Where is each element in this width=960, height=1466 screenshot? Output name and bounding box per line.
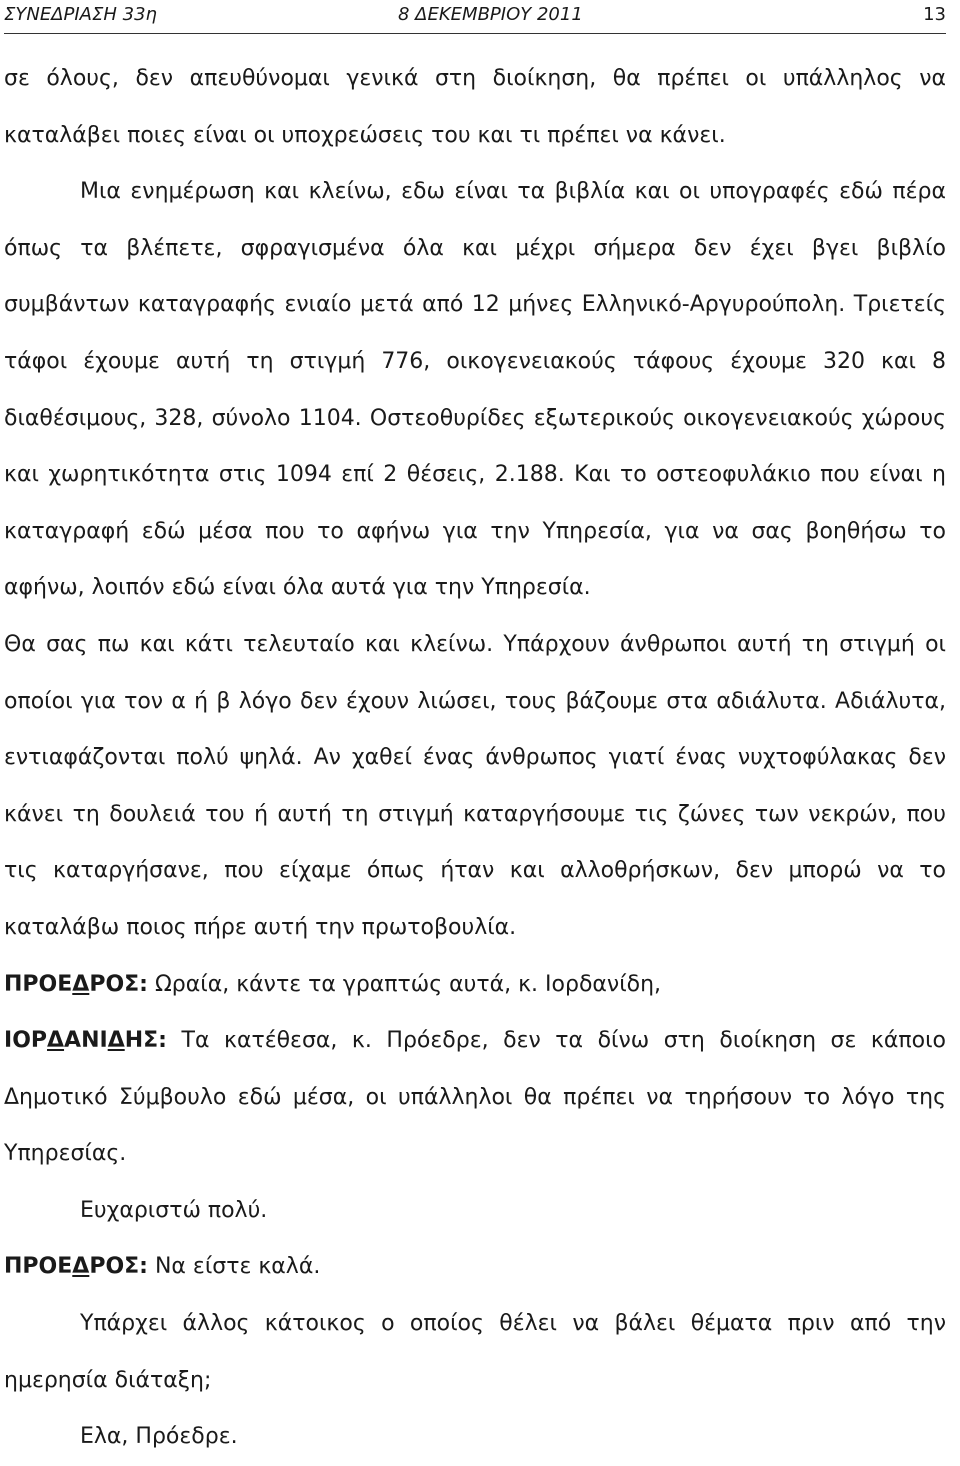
paragraph-question: Υπάρχει άλλος κάτοικος ο οποίος θέλει να βάλει θέματα πριν από την ημερησία διάταξη; <box>4 1311 946 1393</box>
speech-text: Ωραία, κάντε τα γραπτώς αυτά, κ. Ιορδανίδη, <box>147 971 662 997</box>
paragraph-iordanidis <box>4 1013 946 1183</box>
speech-text: Τα κατέθεσα, κ. Πρόεδρε, δεν τα δίνω στη διοίκηση σε κάποιο Δημοτικό Σύμβουλο εδώ μέσα, οι υπάλληλοι θα πρέπει να τηρήσουν το λόγο της Υπηρεσίας. <box>4 1028 946 1167</box>
paragraph-president-2 <box>4 1239 946 1296</box>
page-number: 13 <box>923 4 946 25</box>
paragraph-closing: Ελα, Πρόεδρε. <box>80 1424 238 1450</box>
page-header <box>4 0 946 34</box>
session-date: 8 ΔΕΚΕΜΒΡΙΟΥ 2011 <box>398 4 583 25</box>
paragraph-3: Θα σας πω και κάτι τελευταίο και κλείνω. Υπάρχουν άνθρωποι αυτή τη στιγμή οι οποίοι για τον α ή β λόγο δεν έχουν λιώσει, τους βάζουμε στα αδιάλυτα. Αδιάλυτα, εντιαφάζονται πολύ ψηλά. Αν χαθεί ένας άνθρωπος γιατί ένας νυχτοφύλακας δεν κάνει τη δουλειά του ή αυτή τη στιγμή καταργήσουμε τις ζώνες των νεκρών, που τις καταργήσανε, που είχαμε όπως ήταν και αλλοθρήσκων, δεν μπορώ να το καταλάβω ποιος πήρε αυτή την πρωτοβουλία. <box>4 631 946 940</box>
paragraph-president-1 <box>4 957 946 1014</box>
paragraph-1: σε όλους, δεν απευθύνομαι γενικά στη διοίκηση, θα πρέπει οι υπάλληλος να καταλάβει ποιες είναι οι υποχρεώσεις του και τι πρέπει να κάνει. <box>4 66 946 148</box>
speaker-label: ΠΡΟΕΔΡΟΣ: <box>4 971 148 997</box>
speaker-label: ΠΡΟΕΔΡΟΣ: <box>4 1254 148 1280</box>
session-title: ΣΥΝΕΔΡΙΑΣΗ 33η <box>4 4 157 25</box>
speech-text: Να είστε καλά. <box>147 1254 321 1280</box>
document-body <box>4 34 946 1466</box>
speaker-label: ΙΟΡΔΑΝΙΔΗΣ: <box>4 1028 167 1054</box>
paragraph-2: Μια ενημέρωση και κλείνω, εδω είναι τα βιβλία και οι υπογραφές εδώ πέρα όπως τα βλέπετε, σφραγισμένα όλα και μέχρι σήμερα δεν έχει βγει βιβλίο συμβάντων καταγραφής ενιαίο μετά από 12 μήνες Ελληνικό-Αργυρούπολη. Τριετείς τάφοι έχουμε αυτή τη στιγμή 776, οικογενειακούς τάφους έχουμε 320 και 8 διαθέσιμους, 328, σύνολο 1104. Οστεοθυρίδες εξωτερικούς οικογενειακούς χώρους και χωρητικότητα στις 1094 επί 2 θέσεις, 2.188. Και το οστεοφυλάκιο που είναι η καταγραφή εδώ μέσα που το αφήνω για την Υπηρεσία, για να σας βοηθήσω το αφήνω, λοιπόν εδώ είναι όλα αυτά για την Υπηρεσία. <box>4 179 946 601</box>
paragraph-thanks: Ευχαριστώ πολύ. <box>80 1197 268 1223</box>
